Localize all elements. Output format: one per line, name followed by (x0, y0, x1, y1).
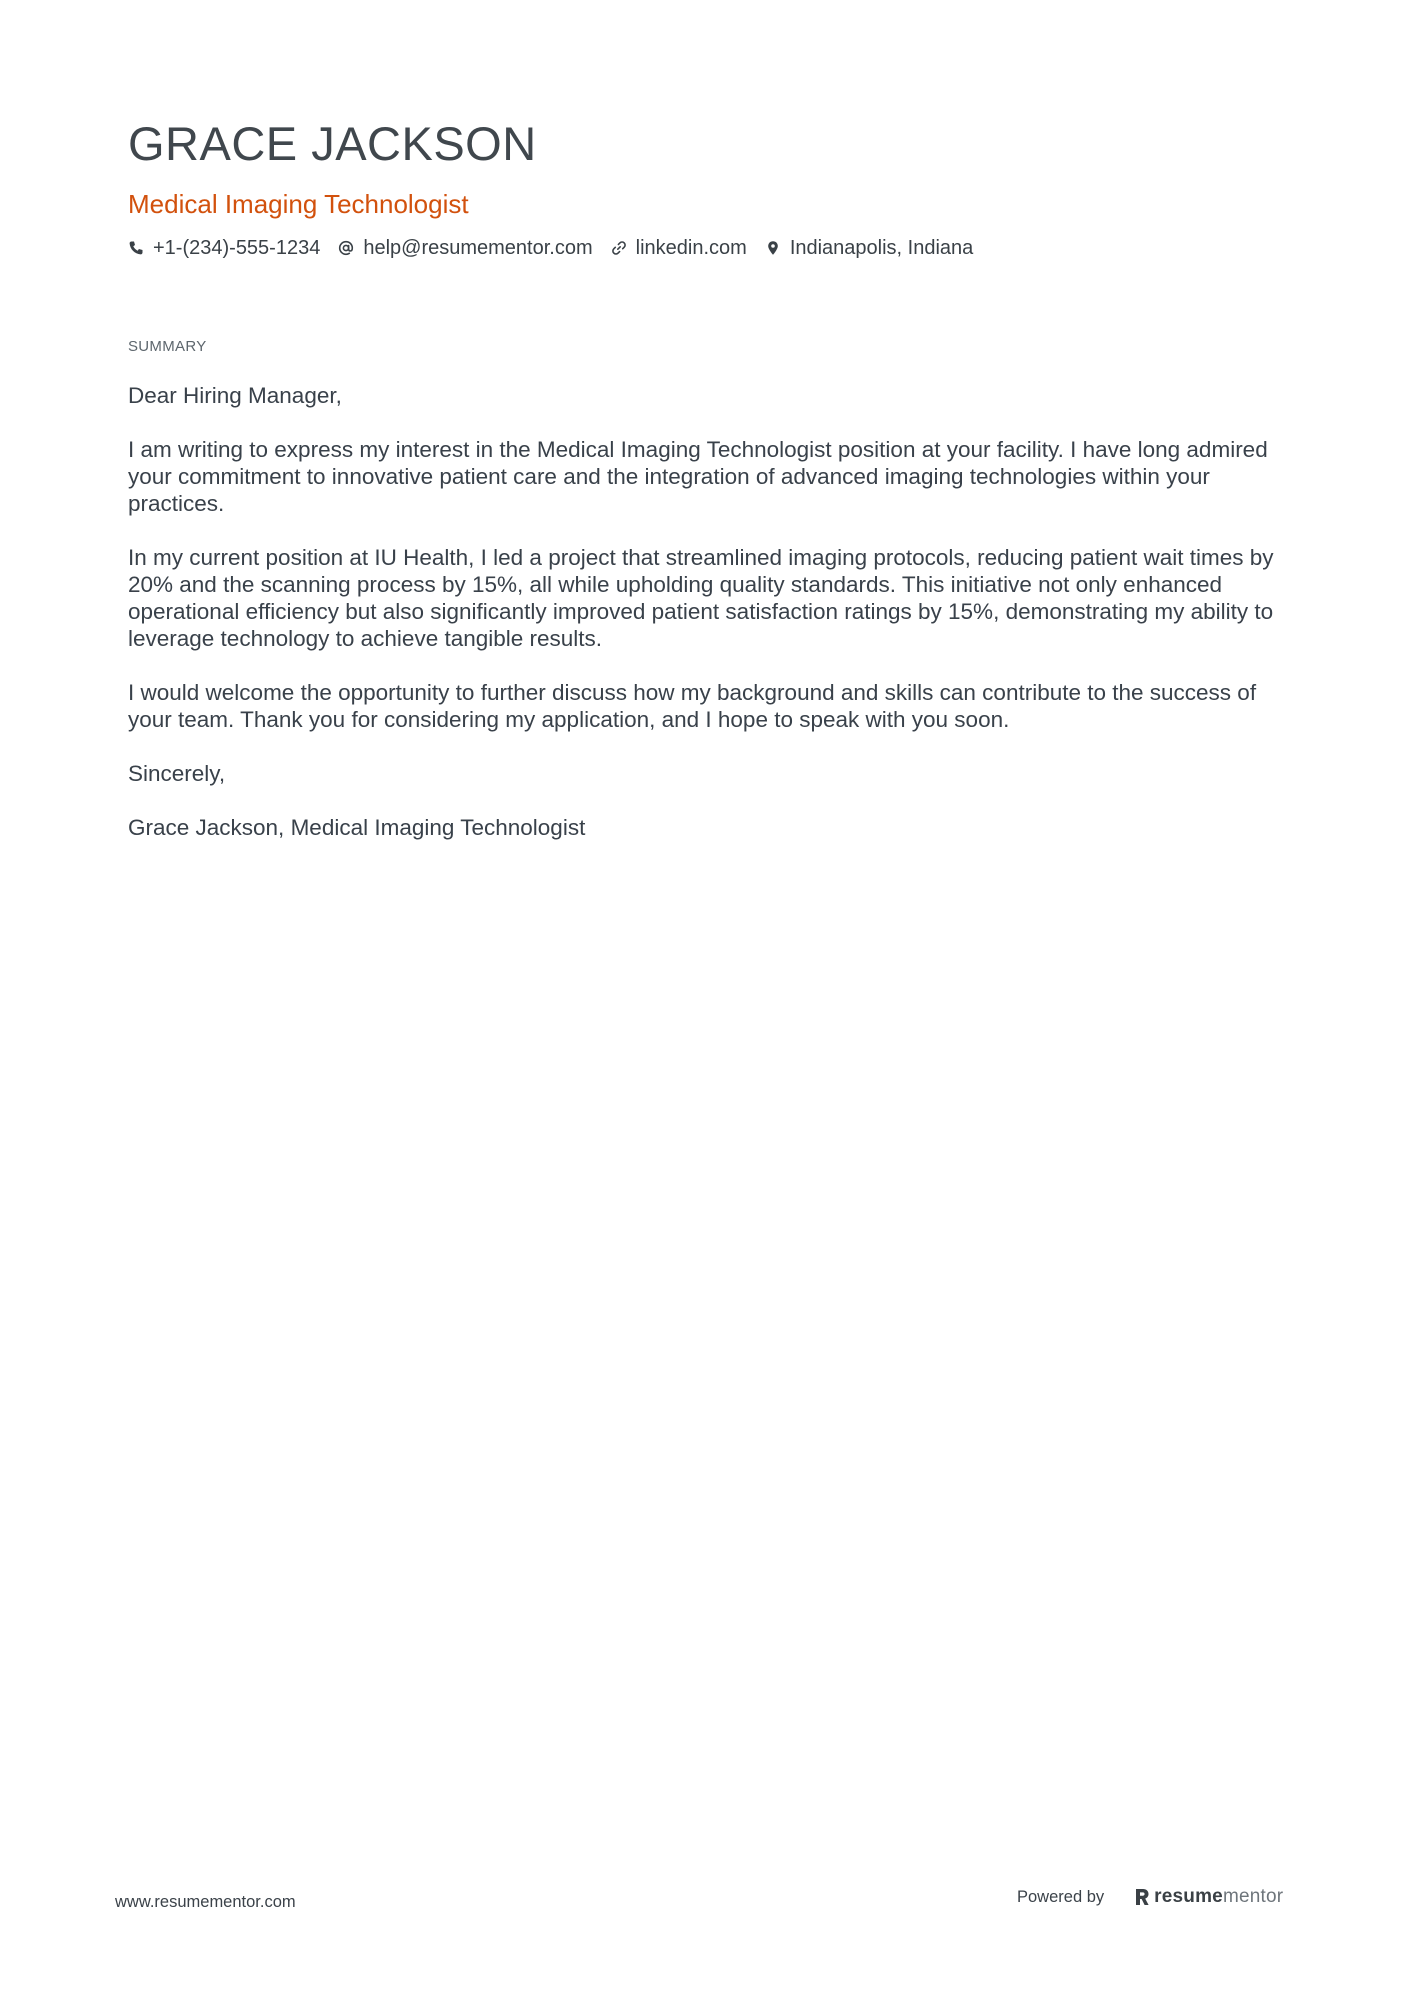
footer-website-link[interactable]: www.resumementor.com (115, 1893, 296, 1911)
letter-body (128, 382, 1288, 868)
location-pin-icon (765, 240, 781, 256)
contact-email[interactable] (338, 234, 592, 262)
powered-by-label: Powered by (1017, 1887, 1105, 1906)
brand-wordmark-light: mentor (1222, 1886, 1284, 1907)
closing: Sincerely, (128, 761, 226, 786)
location-text: Indianapolis, Indiana (789, 237, 974, 259)
footer-powered-by (1017, 1886, 1283, 1908)
salutation: Dear Hiring Manager, (128, 383, 342, 408)
at-icon (338, 240, 354, 256)
candidate-name: GRACE JACKSON (128, 117, 537, 170)
brand-logo-icon (1134, 1887, 1150, 1907)
link-icon (611, 240, 627, 256)
letter-paragraph-2: In my current position at IU Health, I led a project that streamlined imaging protocols, reducing patient wait times by 20% and the scanning process by 15%, all while upholding quality standards. This initiative not only enhanced operational efficiency but also significantly improved patient satisfaction ratings by 15%, demonstrating my ability to leverage technology to achieve tangible results. (128, 545, 1274, 651)
brand-wordmark-bold: resume (1154, 1886, 1223, 1907)
contact-location (765, 234, 973, 262)
signature: Grace Jackson, Medical Imaging Technologist (128, 815, 586, 840)
contact-website[interactable] (611, 234, 747, 262)
letter-paragraph-1: I am writing to express my interest in the Medical Imaging Technologist position at your facility. I have long admired your commitment to innovative patient care and the integration of advanced imaging technologies within your practices. (128, 437, 1268, 516)
job-title: Medical Imaging Technologist (128, 189, 469, 219)
contact-bar (128, 234, 1288, 262)
contact-phone (128, 234, 320, 262)
email-link[interactable]: help@resumementor.com (363, 237, 593, 259)
header (128, 112, 1288, 262)
phone-icon (128, 240, 144, 256)
website-link[interactable]: linkedin.com (635, 237, 747, 259)
section-heading-summary: SUMMARY (128, 338, 207, 355)
brand-wordmark (1154, 1886, 1283, 1908)
letter-paragraph-3: I would welcome the opportunity to further discuss how my background and skills can contribute to the success of your team. Thank you for considering my application, and I hope to speak with you soon. (128, 680, 1257, 732)
phone-text: +1-(234)-555-1234 (153, 237, 321, 259)
brand-logo[interactable] (1134, 1886, 1283, 1908)
